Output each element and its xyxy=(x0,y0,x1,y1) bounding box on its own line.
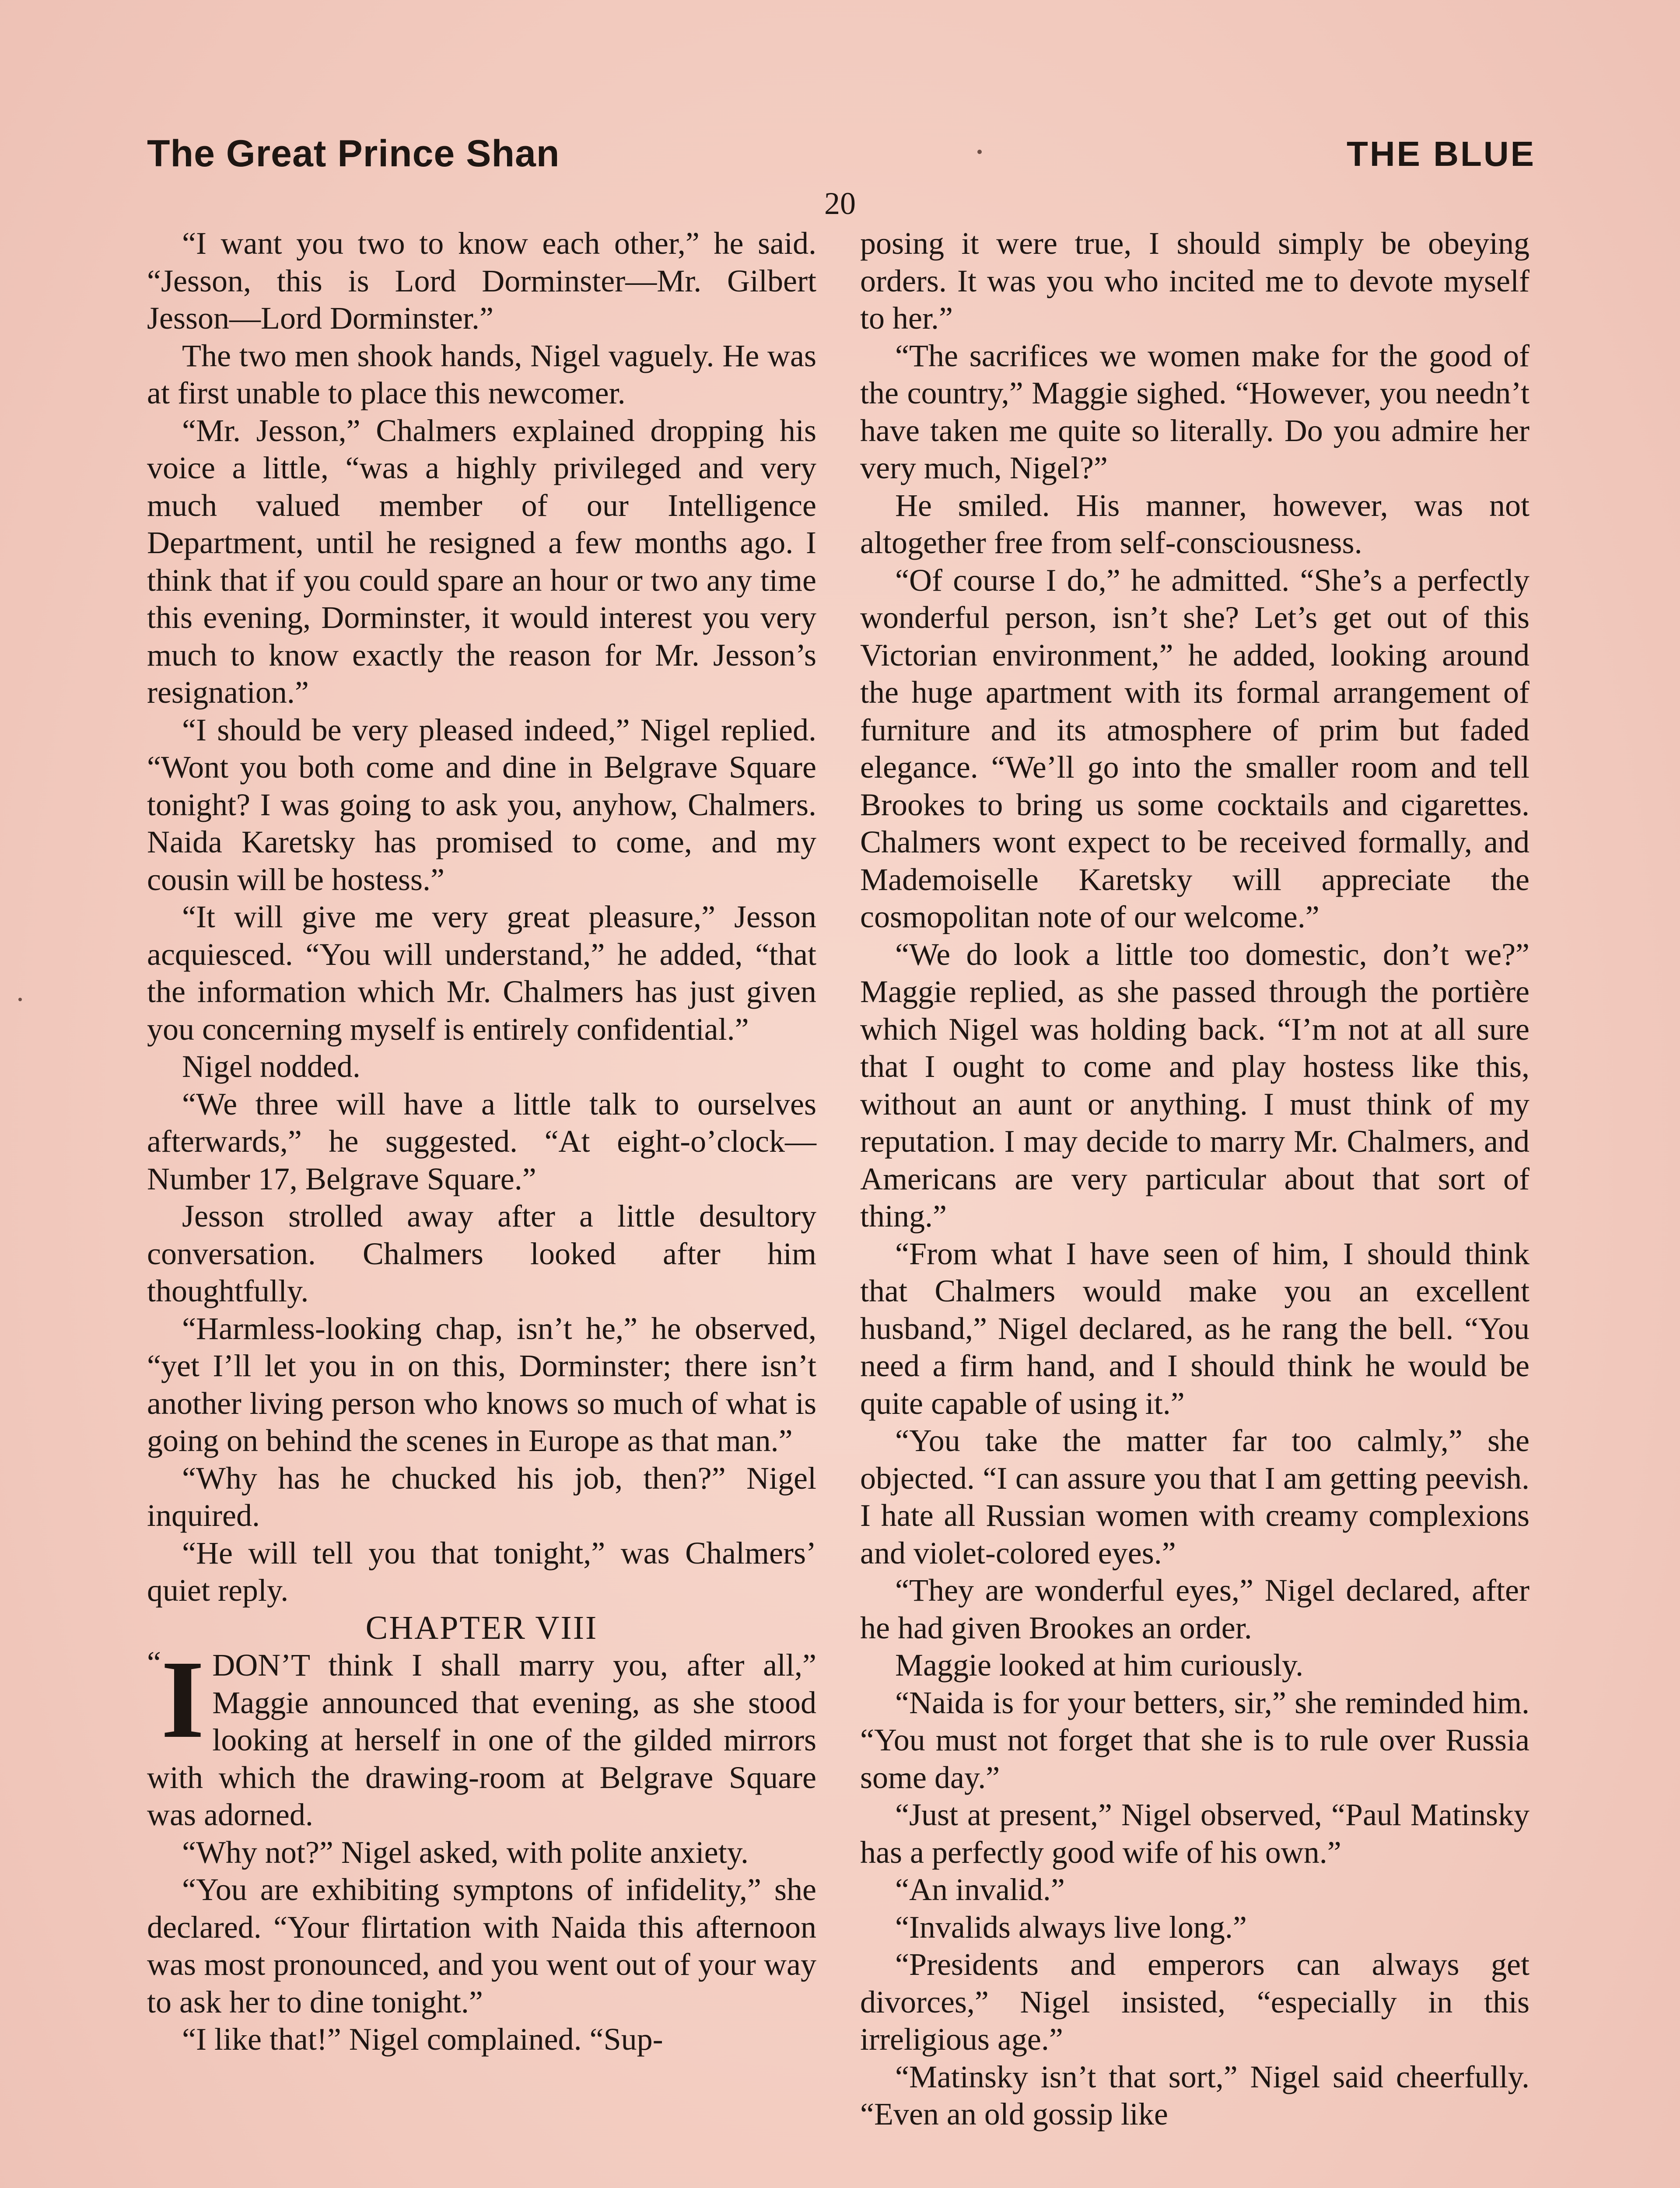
paragraph: “Harmless-looking chap, isn’t he,” he observed, “yet I’ll let you in on this, Dorminster; there isn’t another living person who knows so much of what is going on behind the scenes in Europe as that man.” xyxy=(147,1311,816,1458)
drop-cap xyxy=(147,1638,205,1761)
opening-text: DON’T think I shall marry you, after all,” Maggie announced that evening, as she stood looking at herself in one of the gilded mirrors with which the drawing-room at Belgrave Square was adorned. xyxy=(147,1648,816,1832)
paragraph: “Just at present,” Nigel observed, “Paul Matinsky has a perfectly good wife of his own.” xyxy=(860,1797,1530,1870)
paragraph: “From what I have seen of him, I should think that Chalmers would make you an excellent husband,” Nigel declared, as he rang the bell. “You need a firm hand, and I should think he would be quite capable of using it.” xyxy=(860,1236,1530,1421)
drop-cap-quote: “ xyxy=(147,1645,161,1680)
paragraph: “Mr. Jesson,” Chalmers explained dropping his voice a little, “was a highly privileged and very much valued member of our Intelligence Department, until he resigned a few months ago. I think that if you could spare an hour or two any time this evening, Dorminster, it would interest you very much to know exactly the reason for Mr. Jesson’s resignation.” xyxy=(147,413,816,710)
paragraph: “Matinsky isn’t that sort,” Nigel said cheerfully. “Even an old gossip like xyxy=(860,2059,1530,2132)
paragraph: “We do look a little too domestic, don’t we?” Maggie replied, as she passed through the portière which Nigel was holding back. “I’m not at all sure that I ought to come and play hostess like this, without an aunt or anything. I must think of my reputation. I may decide to marry Mr. Chalmers, and Americans are very particular about that sort of thing.” xyxy=(860,936,1530,1234)
paragraph: “You are exhibiting symptons of infidelity,” she declared. “Your flirtation with Naida this afternoon was most pronounced, and you went out of your way to ask her to dine tonight.” xyxy=(147,1872,816,2020)
paragraph: “An invalid.” xyxy=(895,1872,1065,1907)
paragraph: “He will tell you that tonight,” was Chalmers’ quiet reply. xyxy=(147,1535,816,1608)
paragraph: Nigel nodded. xyxy=(182,1049,360,1084)
paragraph: “You take the matter far too calmly,” she objected. “I can assure you that I am getting peevish. I hate all Russian women with creamy complexions and violet-colored eyes.” xyxy=(860,1423,1530,1571)
running-title-left: The Great Prince Shan xyxy=(147,133,560,175)
paragraph: He smiled. His manner, however, was not altogether free from self-consciousness. xyxy=(860,487,1530,560)
chapter-heading: CHAPTER VIII xyxy=(365,1609,598,1646)
paper-speck xyxy=(18,998,22,1001)
chapter-opening xyxy=(147,1638,816,1834)
paragraph: Jesson strolled away after a little desultory conversation. Chalmers looked after him thoughtfully. xyxy=(147,1199,816,1308)
paragraph: “Naida is for your betters, sir,” she reminded him. “You must not forget that she is to rule over Russia some day.” xyxy=(860,1685,1530,1795)
continued-paragraph: posing it were true, I should simply be obeying orders. It was you who incited me to devote myself to her.” xyxy=(860,226,1530,336)
paragraph: “We three will have a little talk to ourselves afterwards,” he suggested. “At eight-o’clock—Number 17, Belgrave Square.” xyxy=(147,1086,816,1196)
paragraph: “The sacrifices we women make for the good of the country,” Maggie sighed. “However, you needn’t have taken me quite so literally. Do you admire her very much, Nigel?” xyxy=(860,338,1530,485)
paragraph: The two men shook hands, Nigel vaguely. He was at first unable to place this newcomer. xyxy=(147,338,816,410)
paragraph: “Of course I do,” he admitted. “She’s a perfectly wonderful person, isn’t she? Let’s get out of this Victorian environment,” he added, looking around the huge apartment with its formal arrangement of furniture and its atmosphere of prim but faded elegance. “We’ll go into the smaller room and tell Brookes to bring us some cocktails and cigarettes. Chalmers wont expect to be received formally, and Mademoiselle Karetsky will appreciate the cosmopolitan note of our welcome.” xyxy=(860,562,1530,934)
page-number: 20 xyxy=(824,186,856,221)
paragraph: “I like that!” Nigel complained. “Sup- xyxy=(182,2022,663,2057)
right-column xyxy=(860,225,1530,2133)
paragraph: Maggie looked at him curiously. xyxy=(895,1648,1304,1683)
paragraph: “I should be very pleased indeed,” Nigel replied. “Wont you both come and dine in Belgrave Square tonight? I was going to ask you, anyhow, Chalmers. Naida Karetsky has promised to come, and my cousin will be hostess.” xyxy=(147,712,816,897)
paragraph: “Presidents and emperors can always get divorces,” Nigel insisted, “especially in this irreligious age.” xyxy=(860,1947,1530,2057)
drop-cap-letter: I xyxy=(161,1638,205,1761)
paragraph: “They are wonderful eyes,” Nigel declared, after he had given Brookes an order. xyxy=(860,1573,1530,1645)
paper-speck xyxy=(977,150,982,154)
paragraph: “Why has he chucked his job, then?” Nigel inquired. xyxy=(147,1460,816,1533)
left-column xyxy=(147,225,816,2058)
paragraph: “Why not?” Nigel asked, with polite anxiety. xyxy=(182,1834,749,1870)
paragraph: “Invalids always live long.” xyxy=(895,1909,1247,1945)
paragraph: “It will give me very great pleasure,” Jesson acquiesced. “You will understand,” he added, “that the information which Mr. Chalmers has just given you concerning myself is entirely confidential.” xyxy=(147,899,816,1047)
running-title-right: THE BLUE xyxy=(1347,134,1536,173)
paragraph: “I want you two to know each other,” he said. “Jesson, this is Lord Dorminster—Mr. Gilbert Jesson—Lord Dorminster.” xyxy=(147,226,816,336)
